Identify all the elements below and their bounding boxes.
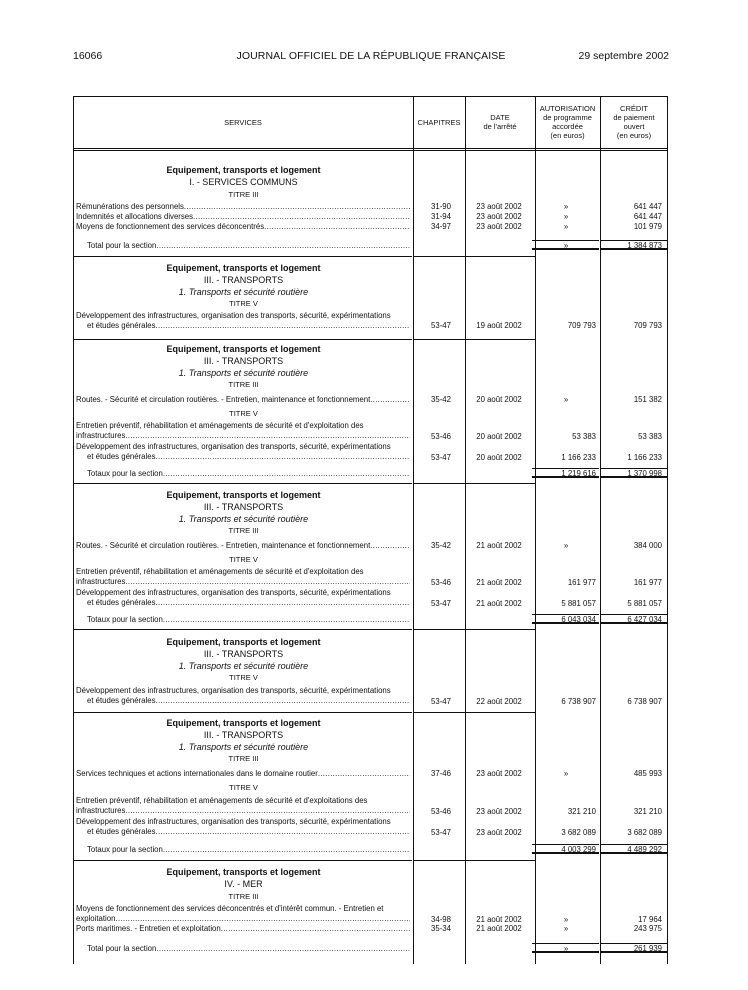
cell-autorisation: 321 210 — [567, 807, 596, 816]
section-separator — [73, 860, 412, 861]
cell-credit: 243 975 — [633, 924, 662, 933]
cell-date: 21 août 2002 — [476, 599, 522, 608]
total-row-label — [87, 615, 410, 625]
section-separator — [73, 339, 412, 340]
section-service: III. - TRANSPORTS — [203, 356, 284, 366]
cell-chapitre: 34-97 — [431, 222, 451, 231]
publication-date: 29 septembre 2002 — [578, 50, 669, 62]
row-label-text: et études générales — [87, 827, 156, 836]
table-row-label: Développement des infrastructures, organisation des transports, sécurité, expérimentations — [76, 442, 391, 451]
table-row-label — [87, 452, 410, 462]
total-autorisation: 1 219 616 — [561, 469, 596, 478]
total-label-text: Totaux pour la section — [87, 845, 163, 854]
section-ministry: Equipement, transports et logement — [166, 263, 321, 273]
cell-date: 23 août 2002 — [476, 807, 522, 816]
table-row-label: Développement des infrastructures, organisation des transports, sécurité, expérimentations — [76, 686, 391, 695]
section-ministry: Equipement, transports et logement — [166, 867, 321, 877]
col-header-credit-line: CRÉDIT — [620, 104, 648, 113]
table-row-label — [76, 395, 410, 405]
section-titre: TITRE III — [228, 754, 259, 763]
table-row-label — [87, 321, 410, 331]
cell-credit: 3 682 089 — [627, 828, 662, 837]
total-autorisation: 4 003 299 — [561, 845, 596, 854]
cell-date: 21 août 2002 — [476, 541, 522, 550]
cell-chapitre: 31-94 — [431, 212, 451, 221]
section-titre: TITRE V — [229, 555, 258, 564]
col-header-date — [465, 96, 535, 148]
cell-chapitre: 53-47 — [431, 599, 451, 608]
section-subtitle: 1. Transports et sécurité routière — [178, 368, 309, 378]
table-row-label — [76, 914, 410, 924]
row-label-text: et études générales — [87, 321, 156, 330]
page-header — [73, 50, 669, 64]
total-credit: 1 384 873 — [627, 241, 662, 250]
cell-credit: 321 210 — [633, 807, 662, 816]
section-subtitle: 1. Transports et sécurité routière — [178, 287, 309, 297]
total-label-text: Total pour la section — [87, 241, 157, 250]
cell-autorisation: 5 881 057 — [561, 599, 596, 608]
cell-date: 20 août 2002 — [476, 453, 522, 462]
cell-credit: 161 977 — [633, 578, 662, 587]
cell-date: 23 août 2002 — [476, 212, 522, 221]
cell-autorisation: » — [563, 924, 569, 933]
cell-autorisation: 709 793 — [567, 321, 596, 330]
cell-date: 23 août 2002 — [476, 828, 522, 837]
cell-credit: 17 964 — [638, 915, 662, 924]
cell-autorisation: » — [563, 202, 569, 211]
cell-autorisation: » — [563, 212, 569, 221]
row-label-text: Routes. - Sécurité et circulation routières. - Entretien, maintenance et fonctionnement — [76, 395, 371, 404]
section-titre: TITRE V — [229, 673, 258, 682]
total-credit: 4 489 292 — [627, 845, 662, 854]
cell-credit: 6 738 907 — [627, 697, 662, 706]
column-divider — [465, 96, 466, 964]
table-row-label — [76, 541, 410, 551]
section-separator — [413, 483, 535, 484]
col-header-credit-line: de paiement — [613, 113, 655, 122]
table-row-label — [76, 431, 410, 441]
cell-chapitre: 53-46 — [431, 578, 451, 587]
section-service: III. - TRANSPORTS — [203, 649, 284, 659]
total-label-text: Totaux pour la section — [87, 615, 163, 624]
total-label-text: Totaux pour la section — [87, 469, 163, 478]
section-service: III. - TRANSPORTS — [203, 730, 284, 740]
cell-date: 23 août 2002 — [476, 769, 522, 778]
col-header-services-label: SERVICES — [224, 117, 262, 127]
section-ministry: Equipement, transports et logement — [166, 344, 321, 354]
cell-chapitre: 53-47 — [431, 828, 451, 837]
row-label-text: infrastructures — [76, 806, 126, 815]
cell-chapitre: 35-34 — [431, 924, 451, 933]
cell-credit: 1 166 233 — [627, 453, 662, 462]
total-row-label — [87, 469, 410, 479]
cell-date: 20 août 2002 — [476, 395, 522, 404]
row-label-text: Routes. - Sécurité et circulation routières. - Entretien, maintenance et fonctionnement — [76, 541, 371, 550]
cell-autorisation: » — [563, 222, 569, 231]
total-label-text: Total pour la section — [87, 944, 157, 953]
row-label-text: Services techniques et actions internationales dans le domaine routier — [76, 769, 318, 778]
cell-chapitre: 34-98 — [431, 915, 451, 924]
section-separator — [73, 712, 412, 713]
cell-date: 19 août 2002 — [476, 321, 522, 330]
cell-autorisation: 6 738 907 — [561, 697, 596, 706]
table-row-label: Entretien préventif, réhabilitation et aménagements de sécurité et d'exploitation des — [76, 421, 364, 430]
header-rule — [73, 148, 668, 149]
table-row-label — [76, 924, 410, 934]
cell-credit: 485 993 — [633, 769, 662, 778]
cell-credit: 53 383 — [638, 432, 662, 441]
cell-autorisation: » — [563, 769, 569, 778]
table-row-label — [76, 222, 410, 232]
section-separator — [413, 712, 535, 713]
table-row-label — [87, 696, 410, 706]
section-ministry: Equipement, transports et logement — [166, 490, 321, 500]
cell-credit: 641 447 — [633, 212, 662, 221]
col-header-date-line: de l'arrêté — [483, 122, 517, 131]
section-ministry: Equipement, transports et logement — [166, 165, 321, 175]
row-label-text: infrastructures — [76, 431, 126, 440]
total-credit: 261 939 — [633, 944, 662, 953]
cell-date: 21 août 2002 — [476, 924, 522, 933]
cell-credit: 101 979 — [633, 222, 662, 231]
col-header-services — [73, 96, 413, 148]
table-row-label — [76, 769, 410, 779]
section-titre: TITRE V — [229, 409, 258, 418]
cell-date: 23 août 2002 — [476, 222, 522, 231]
cell-chapitre: 37-46 — [431, 769, 451, 778]
section-separator — [413, 339, 535, 340]
section-subtitle: 1. Transports et sécurité routière — [178, 661, 309, 671]
cell-chapitre: 31-90 — [431, 202, 451, 211]
col-header-auth-line: de programme — [543, 113, 592, 122]
cell-chapitre: 53-47 — [431, 697, 451, 706]
cell-chapitre: 53-46 — [431, 432, 451, 441]
col-header-auth-line: (en euros) — [550, 131, 585, 140]
cell-chapitre: 35-42 — [431, 541, 451, 550]
journal-title: JOURNAL OFFICIEL DE LA RÉPUBLIQUE FRANÇAISE — [236, 50, 506, 62]
section-service: III. - TRANSPORTS — [203, 275, 284, 285]
row-label-text: infrastructures — [76, 577, 126, 586]
cell-chapitre: 53-46 — [431, 807, 451, 816]
section-service: III. - TRANSPORTS — [203, 502, 284, 512]
section-subtitle: 1. Transports et sécurité routière — [178, 742, 309, 752]
section-separator — [413, 860, 535, 861]
section-service: IV. - MER — [224, 879, 263, 889]
section-separator — [73, 483, 412, 484]
section-titre: TITRE III — [228, 380, 259, 389]
section-titre: TITRE III — [228, 190, 259, 199]
credits-table — [73, 96, 668, 961]
table-row-label: Entretien préventif, réhabilitation et aménagements de sécurité et d'exploitations des — [76, 796, 368, 805]
row-label-text: Rémunérations des personnels — [76, 202, 184, 211]
section-separator — [413, 256, 535, 257]
cell-autorisation: 53 383 — [572, 432, 596, 441]
cell-date: 20 août 2002 — [476, 432, 522, 441]
total-credit: 6 427 034 — [627, 615, 662, 624]
table-row-label — [87, 827, 410, 837]
table-row-label — [76, 212, 410, 222]
table-row-label: Entretien préventif, réhabilitation et aménagements de sécurité et d'exploitation des — [76, 567, 364, 576]
total-row-label — [87, 845, 410, 855]
cell-chapitre: 53-47 — [431, 453, 451, 462]
row-label-text: et études générales — [87, 696, 156, 705]
col-header-date-line: DATE — [490, 113, 510, 122]
row-label-text: Moyens de fonctionnement des services déconcentrés — [76, 222, 265, 231]
table-row-label: Développement des infrastructures, organisation des transports, sécurité, expérimentations — [76, 311, 391, 320]
table-row-label — [76, 577, 410, 587]
total-row-label — [87, 241, 410, 251]
table-row-label — [76, 202, 410, 212]
section-titre: TITRE III — [228, 526, 259, 535]
total-row-label — [87, 944, 410, 954]
table-row-label — [87, 598, 410, 608]
col-header-credit-line: (en euros) — [616, 131, 652, 140]
column-divider — [600, 96, 601, 964]
total-credit: 1 370 998 — [627, 469, 662, 478]
cell-autorisation: » — [563, 915, 569, 924]
cell-credit: 384 000 — [633, 541, 662, 550]
table-row-label: Moyens de fonctionnement des services déconcentrés et d'intérêt commun. - Entretien et — [76, 904, 384, 913]
cell-credit: 709 793 — [633, 321, 662, 330]
cell-autorisation: 3 682 089 — [561, 828, 596, 837]
section-ministry: Equipement, transports et logement — [166, 637, 321, 647]
table-row-label: Développement des infrastructures, organisation des transports, sécurité, expérimentations — [76, 588, 391, 597]
cell-autorisation: » — [563, 541, 569, 550]
total-autorisation: » — [563, 944, 569, 953]
row-label-text: et études générales — [87, 598, 156, 607]
cell-chapitre: 53-47 — [431, 321, 451, 330]
cell-autorisation: 161 977 — [567, 578, 596, 587]
section-titre: TITRE III — [228, 892, 259, 901]
cell-credit: 5 881 057 — [627, 599, 662, 608]
row-label-text: Ports maritimes. - Entretien et exploitation — [76, 924, 221, 933]
section-titre: TITRE V — [229, 783, 258, 792]
col-header-autorisation — [535, 96, 600, 148]
row-label-text: Indemnités et allocations diverses — [76, 212, 194, 221]
col-header-auth-line: AUTORISATION — [539, 104, 596, 113]
cell-credit: 641 447 — [633, 202, 662, 211]
section-separator — [73, 629, 412, 630]
col-header-credit-line: ouvert — [623, 122, 645, 131]
section-subtitle: 1. Transports et sécurité routière — [178, 514, 309, 524]
cell-credit: 151 382 — [633, 395, 662, 404]
cell-date: 22 août 2002 — [476, 697, 522, 706]
section-titre: TITRE V — [229, 299, 258, 308]
col-header-chapitres-label: CHAPITRES — [417, 117, 461, 127]
table-row-label — [76, 806, 410, 816]
col-header-auth-line: accordée — [552, 122, 583, 131]
cell-autorisation: 1 166 233 — [561, 453, 596, 462]
section-separator — [73, 256, 412, 257]
cell-date: 21 août 2002 — [476, 915, 522, 924]
page-number: 16066 — [73, 50, 103, 62]
cell-autorisation: » — [563, 395, 569, 404]
col-header-chapitres — [413, 96, 465, 148]
table-row-label: Développement des infrastructures, organisation des transports, sécurité, expérimentations — [76, 817, 391, 826]
cell-chapitre: 35-42 — [431, 395, 451, 404]
total-autorisation: » — [563, 241, 569, 250]
row-label-text: exploitation — [76, 914, 116, 923]
section-service: I. - SERVICES COMMUNS — [189, 177, 298, 187]
total-autorisation: 6 043 034 — [561, 615, 596, 624]
section-ministry: Equipement, transports et logement — [166, 718, 321, 728]
cell-date: 21 août 2002 — [476, 578, 522, 587]
row-label-text: et études générales — [87, 452, 156, 461]
section-separator — [413, 629, 535, 630]
col-header-credit — [600, 96, 668, 148]
header-rule — [73, 150, 668, 151]
cell-date: 23 août 2002 — [476, 202, 522, 211]
